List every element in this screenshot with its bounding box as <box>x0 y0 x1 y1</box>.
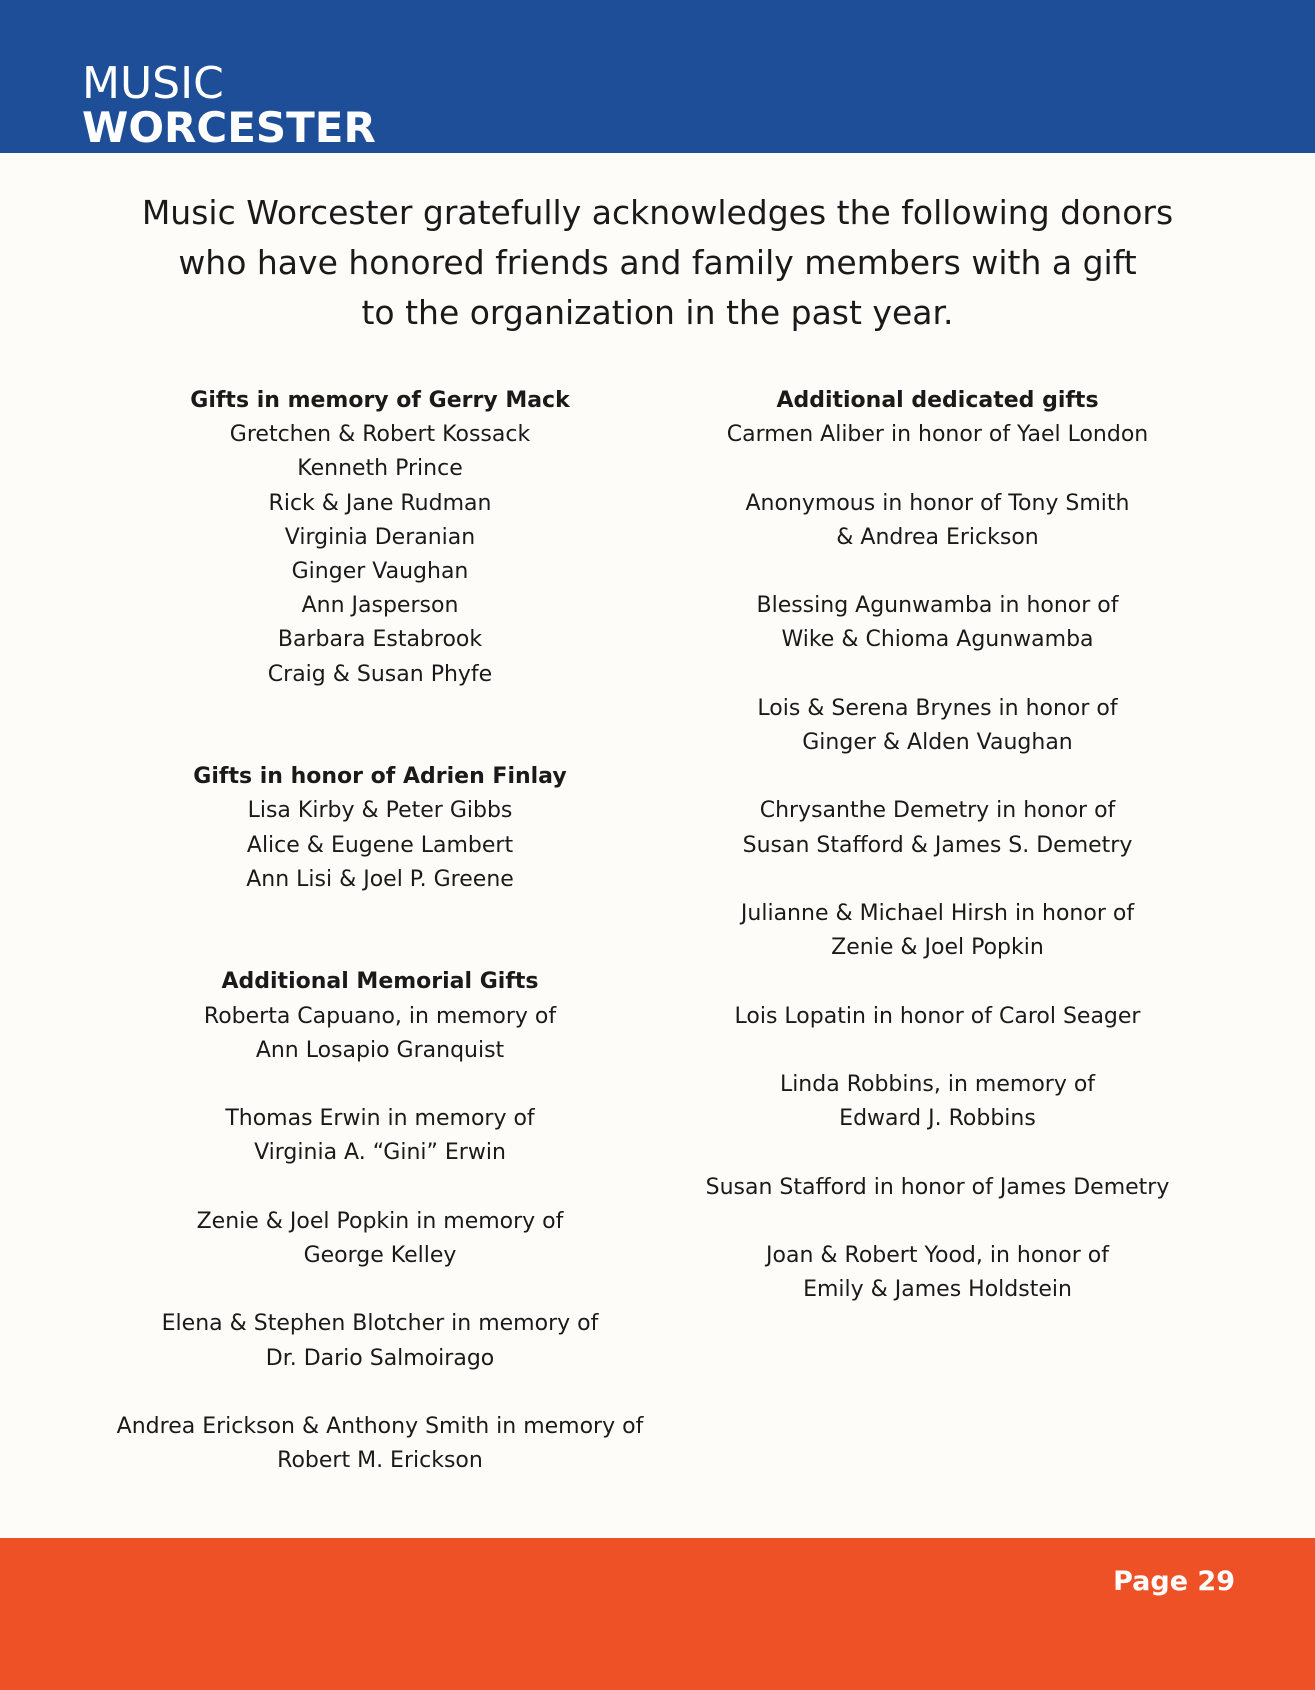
gift-entry-line: Dr. Dario Salmoirago <box>265 1345 495 1371</box>
gift-entry-line: Zenie & Joel Popkin in memory of <box>196 1208 564 1234</box>
gift-entry-line: Roberta Capuano, in memory of <box>203 1003 557 1029</box>
right-column <box>660 384 1215 1307</box>
left-column <box>70 384 690 1478</box>
gift-entry-line: Robert M. Erickson <box>277 1448 483 1474</box>
donor-name: Barbara Estabrook <box>277 627 483 653</box>
spacer <box>660 555 1215 589</box>
spacer <box>660 965 1215 999</box>
intro-line: Music Worcester gratefully acknowledges the following donors <box>141 193 1174 232</box>
gift-entry-line: Edward J. Robbins <box>839 1106 1036 1132</box>
section-heading: Gifts in honor of Adrien Finlay <box>193 764 567 790</box>
gift-entry-line: Joan & Robert Yood, in honor of <box>766 1242 1109 1268</box>
spacer <box>660 863 1215 897</box>
gift-entry-line: Blessing Agunwamba in honor of <box>756 593 1119 619</box>
spacer <box>660 1034 1215 1068</box>
intro-text <box>0 188 1315 338</box>
gift-entry-line: & Andrea Erickson <box>836 524 1039 550</box>
gift-entry-line: Zenie & Joel Popkin <box>831 935 1044 961</box>
page-number: Page 29 <box>1113 1566 1235 1597</box>
gift-entry-line: Ginger & Alden Vaughan <box>802 729 1073 755</box>
donor-name: Gretchen & Robert Kossack <box>229 422 531 448</box>
gift-entry-line: Linda Robbins, in memory of <box>779 1071 1096 1097</box>
donor-name: Lisa Kirby & Peter Gibbs <box>247 798 513 824</box>
intro-line: who have honored friends and family members with a gift <box>178 243 1137 282</box>
gift-entry-line: Lois & Serena Brynes in honor of <box>757 695 1118 721</box>
donor-name: Kenneth Prince <box>297 456 463 482</box>
gift-entry-line: Andrea Erickson & Anthony Smith in memory of <box>116 1414 644 1439</box>
gift-entry-line: Emily & James Holdstein <box>803 1277 1072 1303</box>
footer-bar <box>0 1538 1315 1690</box>
donor-name: Craig & Susan Phyfe <box>267 661 493 687</box>
logo-line-worcester: WORCESTER <box>82 103 376 152</box>
donor-name: Ann Lisi & Joel P. Greene <box>246 866 514 892</box>
memorial-gifts-section <box>70 965 690 1478</box>
music-worcester-logo <box>82 58 376 152</box>
spacer <box>70 1376 690 1410</box>
gift-entry-line: Thomas Erwin in memory of <box>225 1106 535 1132</box>
gift-entry-line: Susan Stafford & James S. Demetry <box>742 832 1133 858</box>
spacer <box>660 452 1215 486</box>
spacer <box>660 658 1215 692</box>
gift-entry-line: Virginia A. “Gini” Erwin <box>254 1140 506 1166</box>
spacer <box>660 1205 1215 1239</box>
donor-name: Rick & Jane Rudman <box>268 490 492 516</box>
donor-name: Virginia Deranian <box>284 524 476 550</box>
gift-entry-line: Wike & Chioma Agunwamba <box>781 627 1094 653</box>
gift-entry-line: George Kelley <box>303 1243 457 1269</box>
section-heading: Additional dedicated gifts <box>776 388 1099 413</box>
gerry-mack-section <box>70 384 690 692</box>
spacer <box>70 1273 690 1307</box>
spacer <box>660 1136 1215 1170</box>
adrien-finlay-section <box>70 760 690 897</box>
section-heading: Additional Memorial Gifts <box>221 969 539 995</box>
spacer <box>660 760 1215 794</box>
spacer <box>70 692 690 760</box>
spacer <box>70 1171 690 1205</box>
gift-entry-line: Chrysanthe Demetry in honor of <box>759 798 1116 824</box>
spacer <box>70 1068 690 1102</box>
gift-entry-line: Lois Lopatin in honor of Carol Seager <box>734 1003 1141 1029</box>
gift-entry-line: Ann Losapio Granquist <box>255 1037 505 1063</box>
header-bar <box>0 0 1315 153</box>
gift-entry-line: Carmen Aliber in honor of Yael London <box>726 422 1149 448</box>
donor-name: Ann Jasperson <box>301 593 459 619</box>
gift-entry-line: Elena & Stephen Blotcher in memory of <box>161 1311 599 1337</box>
logo-line-music: MUSIC <box>82 58 224 109</box>
gift-entry-line: Julianne & Michael Hirsh in honor of <box>740 900 1135 926</box>
gift-entry-line: Susan Stafford in honor of James Demetry <box>705 1174 1170 1200</box>
section-heading: Gifts in memory of Gerry Mack <box>190 388 570 413</box>
donor-name: Ginger Vaughan <box>291 559 469 585</box>
spacer <box>70 897 690 965</box>
gift-entry-line: Anonymous in honor of Tony Smith <box>745 490 1130 516</box>
donor-name: Alice & Eugene Lambert <box>246 832 514 858</box>
intro-line: to the organization in the past year. <box>361 293 954 332</box>
